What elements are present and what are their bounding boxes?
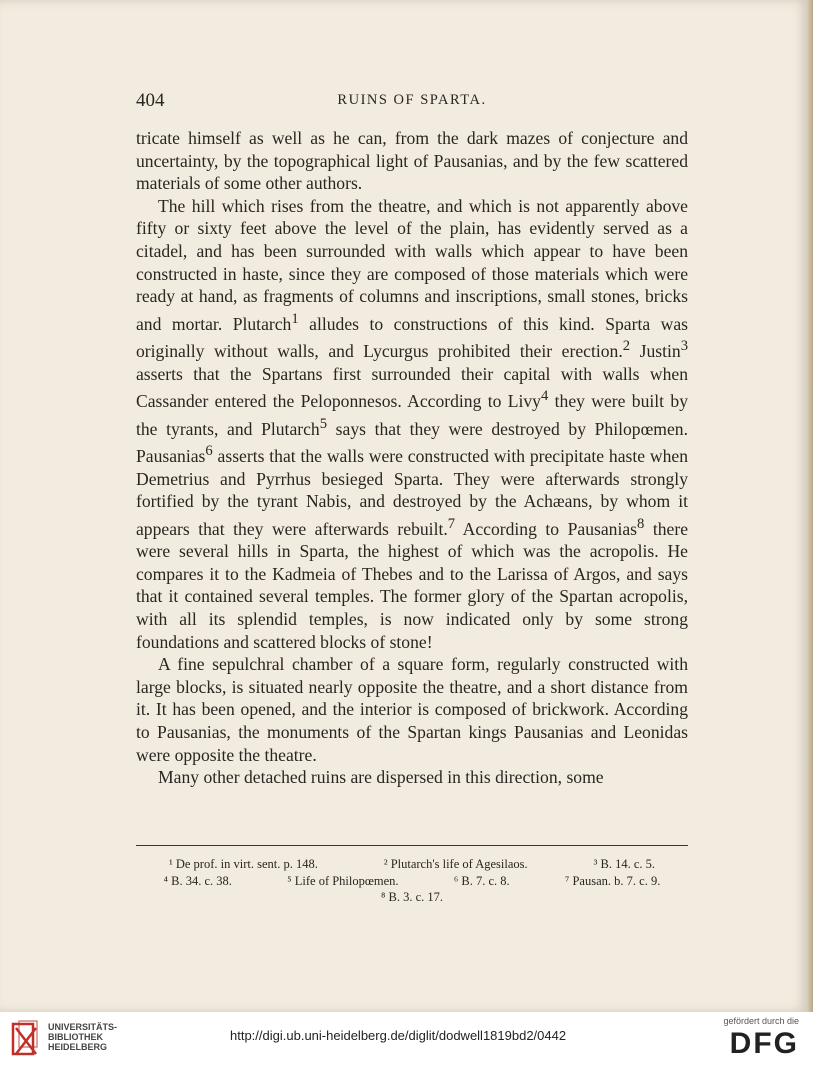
footnote-ref-2: 2: [622, 338, 631, 355]
body-text: [136, 127, 688, 789]
footnote-ref-3: 3: [680, 338, 689, 355]
footnote-line-1: [136, 856, 688, 873]
page-url-link[interactable]: http://digi.ub.uni-heidelberg.de/diglit/dodwell1819bd2/0442: [230, 1028, 567, 1043]
footnote-4: ⁴ B. 34. c. 38.: [163, 873, 232, 888]
footnote-5: ⁵ Life of Philopœmen.: [287, 873, 399, 888]
footnote-ref-6: 6: [205, 443, 213, 460]
paragraph-4: Many other detached ruins are dispersed in this direction, some: [158, 767, 604, 788]
page-number: 404: [136, 90, 165, 111]
sponsor-block: [723, 1016, 799, 1059]
paragraph-3: A fine sepulchral chamber of a square form, regularly constructed with large blocks, is situated nearly opposite the theatre, and a short distance from it. It has been opened, and the interior is composed of brickwork. According to Pausanias, the monuments of the Spartan kings Pausanias and Leonidas were opposite the theatre.: [136, 654, 688, 765]
footnote-1: ¹ De prof. in virt. sent. p. 148.: [168, 857, 318, 871]
library-name: UNIVERSITÄTS- BIBLIOTHEK HEIDELBERG: [48, 1022, 118, 1052]
library-logo-icon[interactable]: [10, 1018, 40, 1060]
footnote-8: ⁸ B. 3. c. 17.: [381, 890, 443, 904]
paragraph-2: The hill which rises from the theatre, and which is not apparently above fifty or sixty feet above the level of the plain, has evidently served as a citadel, and has been surrounded with walls which appear to have been constructed in haste, since they are composed of those materials which were ready at hand, as fragments of columns and inscriptions, small stones, bricks and mortar. Plutarch$^1$ alludes to constructions of this kind. Sparta was originally without walls, and Lycurgus prohibited their erection.$^2$ Justin$^3$ asserts that the Spartans first surrounded their capital with walls when Cassander entered the Peloponnesos. According to Livy$^4$ they were built by the tyrants, and Plutarch$^5$ says that they were destroyed by Philopœmen. Pausanias$^6$ asserts that the walls were constructed with precipitate haste when Demetrius and Pyrrhus besieged Sparta. They were afterwards strongly fortified by the tyrant Nabis, and destroyed by the Achæans, by whom it appears that they were afterwards rebuilt.$^7$ According to Pausanias$^8$ there were several hills in Sparta, the highest of which was the acropolis. He compares it to the Kadmeia of Thebes and to the Larissa of Argos, and says that it contained several temples. The former glory of the Spartan acropolis, with all its splendid temples, is now indicated only by some strong foundations and scattered blocks of stone!: [136, 195, 689, 652]
footnote-ref-4: 4: [540, 388, 549, 405]
footnote-3: ³ B. 14. c. 5.: [593, 857, 656, 871]
page-header: [136, 90, 688, 114]
footnote-ref-1: 1: [291, 310, 299, 327]
footnote-6: ⁶ B. 7. c. 8.: [453, 873, 510, 888]
footnote-ref-7: 7: [447, 515, 456, 532]
footnote-line-2: [136, 873, 688, 890]
footnote-rule: [136, 845, 688, 846]
book-spine-edge: [807, 0, 813, 1012]
footnote-7: ⁷ Pausan. b. 7. c. 9.: [565, 873, 661, 888]
sponsor-note: gefördert durch die: [723, 1016, 799, 1026]
dfg-logo[interactable]: DFG: [729, 1027, 799, 1060]
footnote-line-3: [136, 889, 688, 906]
footnotes: [136, 856, 688, 906]
running-head: RUINS OF SPARTA.: [337, 92, 487, 108]
footnote-ref-5: 5: [319, 415, 328, 432]
footnote-ref-8: 8: [637, 515, 645, 532]
paragraph-1: tricate himself as well as he can, from the dark mazes of conjecture and uncertainty, by the topographical light of Pausanias, and by the few scattered materials of some other authors.: [136, 128, 688, 194]
footnote-2: ² Plutarch's life of Agesilaos.: [383, 857, 528, 871]
